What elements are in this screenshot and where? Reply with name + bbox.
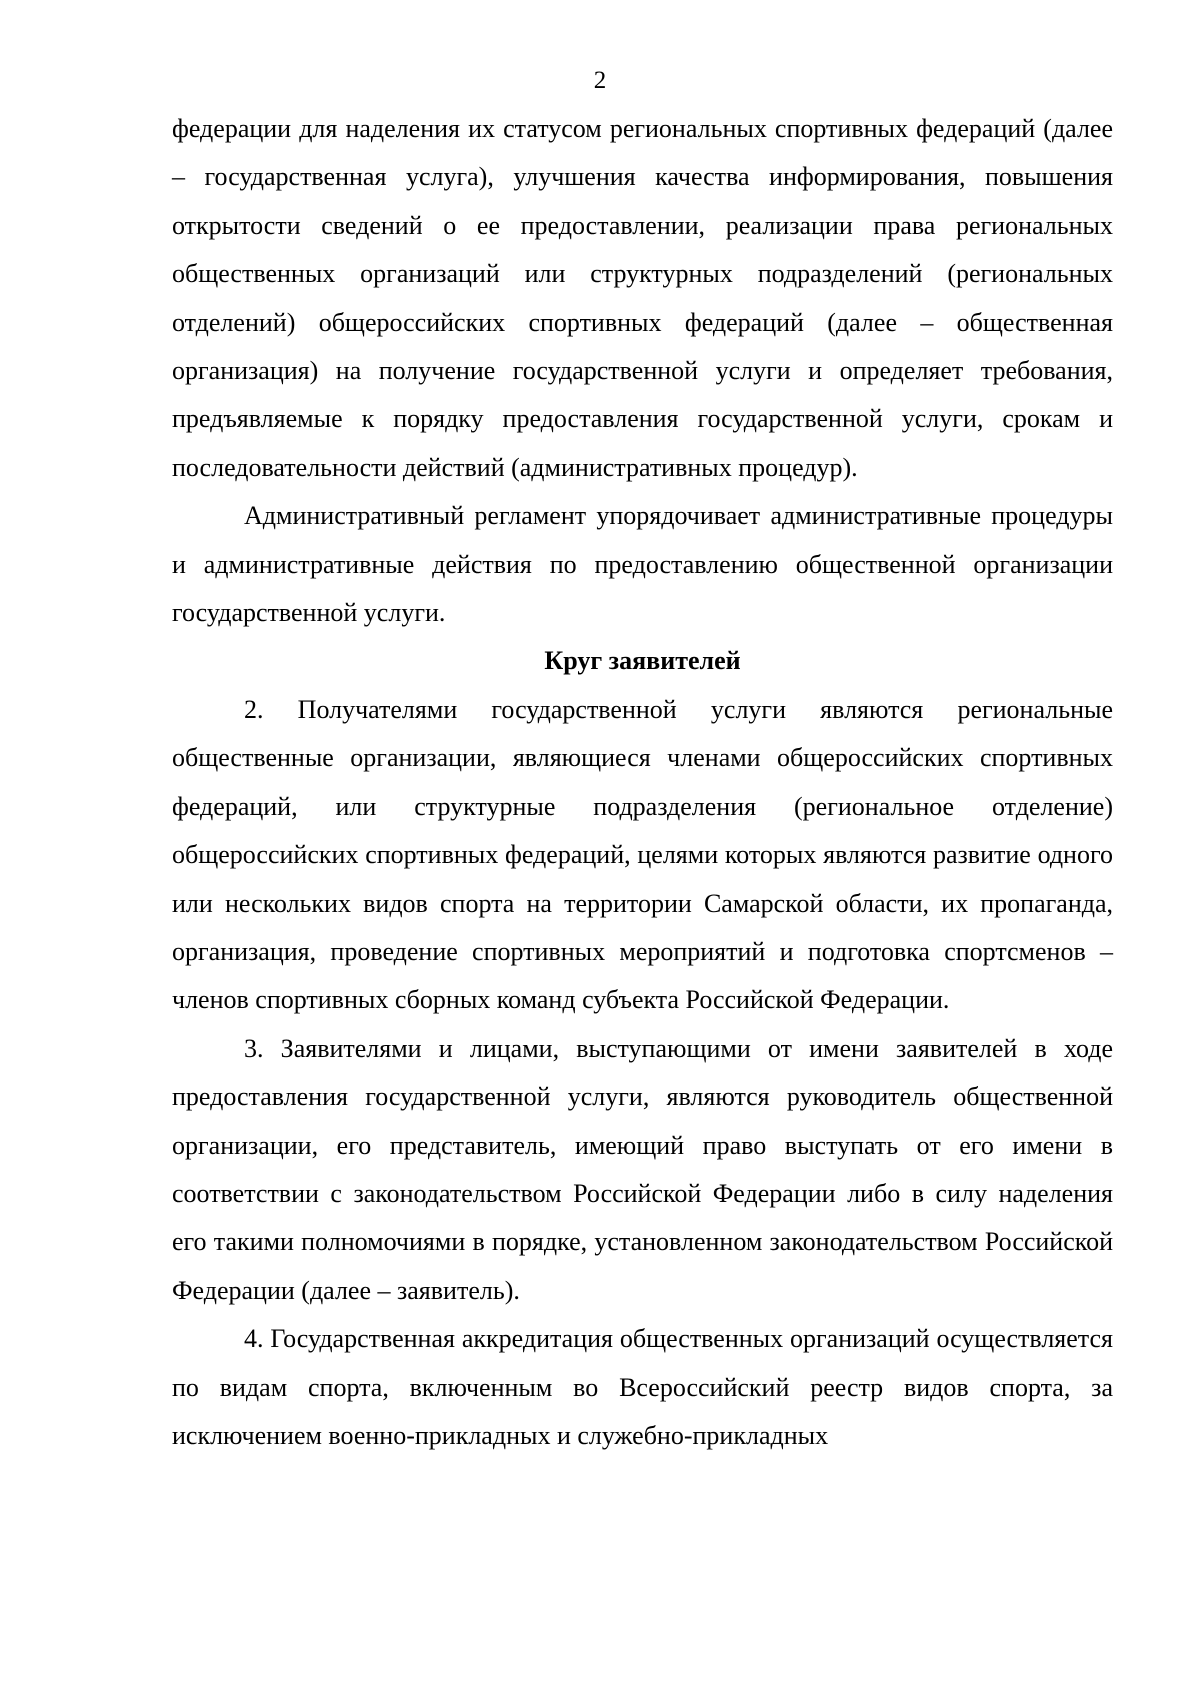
paragraph-item-2: 2. Получателями государственной услуги являются региональные общественные организации, являющиеся членами общероссийских спортивных федераций, или структурные подразделения (региональное отделение) общероссийских спортивных федераций, целями которых являются развитие одного или нескольких видов спорта на территории Самарской области, их пропаганда, организация, проведение спортивных мероприятий и подготовка спортсменов – членов спортивных сборных команд субъекта Российской Федерации.: [172, 694, 1113, 1015]
paragraph-item-3: 3. Заявителями и лицами, выступающими от имени заявителей в ходе предоставления государственной услуги, являются руководитель общественной организации, его представитель, имеющий право выступать от его имени в соответствии с законодательством Российской Федерации либо в силу наделения его такими полномочиями в порядке, установленном законодательством Российской Федерации (далее – заявитель).: [172, 1033, 1113, 1305]
paragraph-continuation: федерации для наделения их статусом региональных спортивных федераций (далее – государственная услуга), улучшения качества информирования, повышения открытости сведений о ее предоставлении, реализации права региональных общественных организаций или структурных подразделений (региональных отделений) общероссийских спортивных федераций (далее – общественная организация) на получение государственной услуги и определяет требования, предъявляемые к порядку предоставления государственной услуги, срокам и последовательности действий (административных процедур).: [172, 114, 1113, 482]
document-body: [172, 105, 1113, 1460]
paragraph-item-4: 4. Государственная аккредитация общественных организаций осуществляется по видам спорта, включенным во Всероссийский реестр видов спорта, за исключением военно-прикладных и служебно-прикладных: [172, 1324, 1113, 1450]
section-heading: Круг заявителей: [544, 646, 741, 676]
page-number: 2: [593, 67, 607, 94]
paragraph-regulation: Административный регламент упорядочивает административные процедуры и административные действия по предоставлению общественной организации государственной услуги.: [172, 501, 1113, 628]
